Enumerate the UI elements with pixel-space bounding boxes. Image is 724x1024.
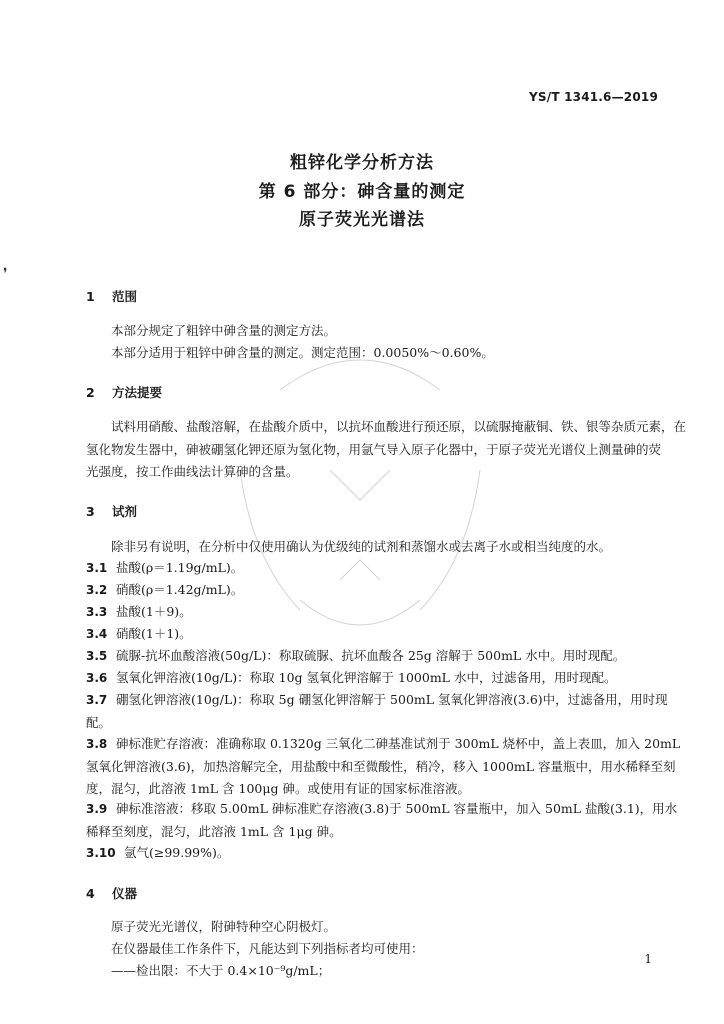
reagent-item	[86, 842, 662, 865]
item-number: 3.7	[86, 693, 108, 707]
paragraph: 原子荧光光谱仪，附砷特种空心阴极灯。	[111, 919, 337, 934]
section-number: 1	[86, 289, 95, 304]
item-text-continued: 稀释至刻度，混匀，此溶液 1mL 含 1μg 砷。	[86, 823, 342, 839]
reagent-item	[86, 798, 678, 843]
method-summary-paragraph	[86, 416, 687, 484]
section-title: 仪器	[112, 886, 138, 901]
item-text-continued: 度，混匀，此溶液 1mL 含 100μg 砷。或使用有证的国家标准溶液。	[86, 781, 470, 796]
reagent-item	[86, 623, 662, 646]
reagent-item	[86, 579, 662, 602]
paragraph-line: 氢化物发生器中，砷被硼氢化钾还原为氢化物，用氩气导入原子化器中，于原子荧光光谱仪上测量砷的荧	[86, 441, 662, 457]
item-number: 3.9	[86, 802, 108, 816]
scan-artifact-mark: ❜	[3, 266, 8, 282]
paragraph-line: 光强度，按工作曲线法计算砷的含量。	[86, 464, 299, 479]
item-number: 3.10	[86, 846, 116, 860]
item-text-continued: 氢氧化钾溶液(3.6)，加热溶解完全，用盐酸中和至微酸性，稍冷，移入 1000mL 容量瓶中，用水稀释至刻	[86, 758, 676, 774]
item-text: 硫脲-抗坏血酸溶液(50g/L)：称取硫脲、抗坏血酸各 25g 溶解于 500mL 水中。用时现配。	[116, 648, 626, 663]
item-text: 盐酸(1＋9)。	[116, 604, 192, 619]
section-title: 试剂	[112, 504, 138, 519]
section-number: 3	[86, 504, 95, 519]
section-2-heading	[86, 383, 162, 401]
section-1-heading	[86, 287, 137, 305]
paragraph: ——检出限：不大于 0.4×10⁻⁹g/mL；	[111, 963, 331, 978]
item-text-continued: 配。	[86, 714, 112, 730]
reagent-item	[86, 667, 662, 690]
page-number: 1	[644, 952, 652, 966]
section-title: 范围	[112, 289, 138, 304]
section-4-heading	[86, 884, 137, 902]
paragraph: 在仪器最佳工作条件下，凡能达到下列指标者均可使用：	[111, 941, 424, 956]
reagent-item	[86, 645, 662, 668]
item-text: 盐酸(ρ＝1.19g/mL)。	[116, 560, 244, 575]
reagent-item	[86, 689, 668, 734]
item-number: 3.2	[86, 583, 108, 597]
item-number: 3.4	[86, 627, 108, 641]
paragraph: 本部分规定了粗锌中砷含量的测定方法。	[111, 323, 337, 338]
section-3-heading	[86, 502, 137, 520]
paragraph: 本部分适用于粗锌中砷含量的测定。测定范围：0.0050%～0.60%。	[111, 345, 494, 360]
paragraph-line: 试料用硝酸、盐酸溶解，在盐酸介质中，以抗坏血酸进行预还原，以硫脲掩蔽铜、铁、银等杂质元素，在	[111, 419, 687, 434]
doc-title-line1: 粗锌化学分析方法	[290, 153, 434, 173]
item-number: 3.8	[86, 737, 108, 751]
reagent-item	[86, 733, 681, 801]
section-number: 4	[86, 886, 95, 901]
item-number: 3.6	[86, 671, 108, 685]
item-text: 氩气(≥99.99%)。	[124, 845, 230, 860]
item-number: 3.5	[86, 649, 108, 663]
item-text: 硝酸(ρ＝1.42g/mL)。	[116, 582, 244, 597]
section-title: 方法提要	[112, 385, 163, 400]
doc-title-line2: 第 6 部分：砷含量的测定	[258, 182, 466, 202]
item-text: 硝酸(1＋1)。	[116, 626, 192, 641]
doc-title-line3: 原子荧光光谱法	[299, 210, 425, 230]
section-number: 2	[86, 385, 95, 400]
item-number: 3.1	[86, 561, 108, 575]
standard-code: YS/T 1341.6—2019	[529, 90, 658, 104]
item-text: 砷标准溶液：移取 5.00mL 砷标准贮存溶液(3.8)于 500mL 容量瓶中，加入 50mL 盐酸(3.1)，用水	[116, 801, 678, 816]
paragraph: 除非另有说明，在分析中仅使用确认为优级纯的试剂和蒸馏水或去离子水或相当纯度的水。	[111, 539, 612, 554]
reagent-item	[86, 557, 662, 580]
item-number: 3.3	[86, 605, 108, 619]
reagent-item	[86, 601, 662, 624]
item-text: 硼氢化钾溶液(10g/L)：称取 5g 硼氢化钾溶解于 500mL 氢氧化钾溶液(3.6)中，过滤备用，用时现	[116, 692, 668, 707]
item-text: 氢氧化钾溶液(10g/L)：称取 10g 氢氧化钾溶解于 1000mL 水中，过滤备用，用时现配。	[116, 670, 617, 685]
item-text: 砷标准贮存溶液：准确称取 0.1320g 三氧化二砷基准试剂于 300mL 烧杯中，盖上表皿，加入 20mL	[116, 736, 681, 751]
